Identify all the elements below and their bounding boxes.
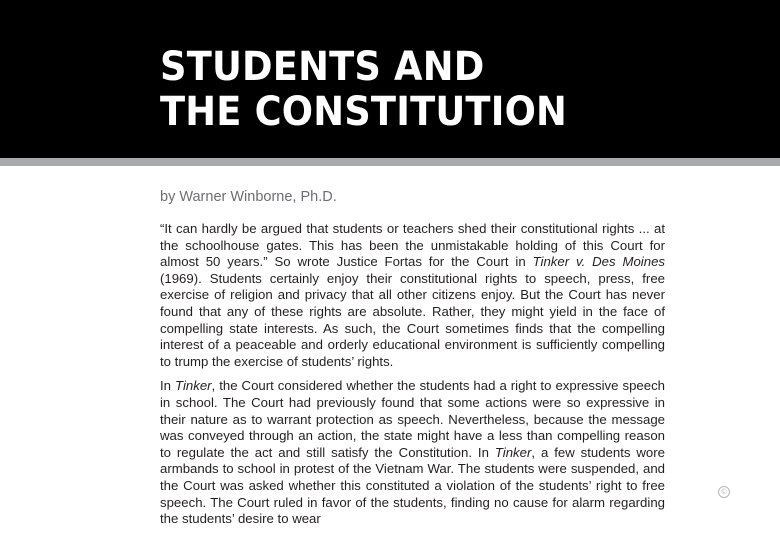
article-body xyxy=(160,221,665,536)
paragraph-2-text-b: , the Court considered whether the students had a right to expressive speech in school. The Court had previously found that some actions were so expressive in their nature as to warrant protection as speech. Nevertheless, because the message was conveyed through an action, the state might have a less than compelling reason to regulate the act and still satisfy the Constitution. In xyxy=(160,378,666,460)
copyright-icon: © xyxy=(718,486,730,498)
paragraph-2 xyxy=(160,378,665,527)
title-line-1: STUDENTS AND xyxy=(160,44,485,90)
paragraph-1 xyxy=(160,221,665,370)
page-title xyxy=(160,45,567,135)
paragraph-1-text-a: “It can hardly be argued that students or teachers shed their constitutional rights ... at the schoolhouse gates. This has been the unmistakable holding of this Court for almost 50 years.” So wrote Justice Fortas for the Court in xyxy=(160,221,665,270)
case-name-italic: Tinker xyxy=(494,444,532,460)
banner-rule xyxy=(0,158,780,166)
paragraph-2-text-a: In xyxy=(160,378,176,394)
author-byline: by Warner Winborne, Ph.D. xyxy=(160,189,337,205)
case-name-italic: Tinker xyxy=(175,378,212,394)
paragraph-1-text-b: (1969). Students certainly enjoy their constitutional rights to speech, press, free exercise of religion and privacy that all other citizens enjoy. But the Court has never found that any of these rights are absolute. Rather, they might yield in the face of compelling state interests. As such, the Court sometimes finds that the compelling interest of a peaceable and orderly educational environment is sufficiently compelling to trump the exercise of students’ rights. xyxy=(160,270,665,369)
paragraph-2-text-c: , a few students wore armbands to school in protest of the Vietnam War. The students were suspended, and the Court was asked whether this constituted a violation of the students’ right to free speech. The Court ruled in favor of the students, finding no cause for alarm regarding the students’ desire to wear xyxy=(160,444,665,527)
title-line-2: THE CONSTITUTION xyxy=(160,89,568,135)
case-name-italic: Tinker v. Des Moines xyxy=(532,254,665,270)
